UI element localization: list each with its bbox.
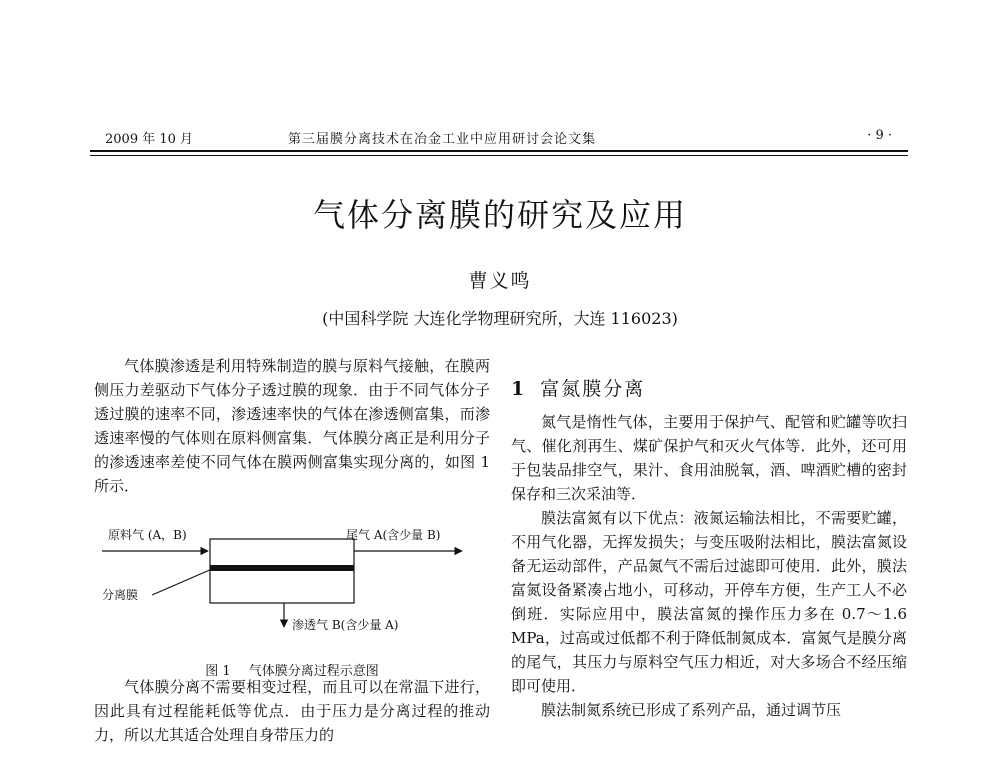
header-journal: 第三届膜分离技术在冶金工业中应用研讨会论文集 bbox=[288, 132, 597, 147]
header-page-number: · 9 · bbox=[867, 128, 892, 143]
section-1-heading bbox=[511, 374, 645, 401]
article-affiliation: (中国科学院 大连化学物理研究所，大连 116023) bbox=[322, 309, 678, 328]
advantages-paragraph: 气体膜分离不需要相变过程，而且可以在常温下进行，因此具有过程能耗低等优点．由于压力是分离过程的推动力，所以尤其适合处理自身带压力的 bbox=[94, 678, 490, 744]
header-date: 2009 年 10 月 bbox=[105, 132, 194, 147]
nitrogen-uses-paragraph: 氮气是惰性气体，主要用于保护气、配管和贮罐等吹扫气、催化剂再生、煤矿保护气和灭火气体等．此外，还可用于包装品排空气，果汁、食用油脱氧，酒、啤酒贮槽的密封保存和三次采油等． bbox=[511, 413, 907, 503]
section-title: 富氮膜分离 bbox=[540, 378, 646, 400]
article-title: 气体分离膜的研究及应用 bbox=[312, 196, 687, 234]
left-column-continued bbox=[94, 675, 490, 747]
article-author: 曹义鸣 bbox=[468, 270, 532, 292]
header-rule-thin bbox=[90, 155, 908, 156]
product-series-paragraph: 膜法制氮系统已形成了系列产品，通过调节压 bbox=[541, 701, 842, 719]
header-rule-thick bbox=[90, 150, 908, 152]
membrane-label: 分离膜 bbox=[102, 588, 139, 602]
caption-text: 气体膜分离过程示意图 bbox=[248, 664, 379, 679]
membrane-layer bbox=[210, 565, 354, 571]
retentate-label: 尾气 A(含少量 B) bbox=[346, 528, 441, 542]
feed-label: 原料气 (A，B) bbox=[108, 528, 187, 542]
membrane-advantages-paragraph: 膜法富氮有以下优点：液氮运输法相比，不需要贮罐，不用气化器，无挥发损失；与变压吸附法相比，膜法富氮设备无运动部件，产品氮气不需后过滤即可使用．此外，膜法富氮设备紧凑占地小，可移动，开停车方便，生产工人不必倒班．实际应用中，膜法富氮的操作压力多在 0.7～1.6 MPa，过高或过低都不利于降低制氮成本．富氮气是膜分离的尾气，其压力与原料空气压力相近，对大多场合不经压缩即可使用． bbox=[511, 509, 907, 695]
section-number: 1 bbox=[511, 378, 525, 400]
intro-paragraph: 气体膜渗透是利用特殊制造的膜与原料气接触，在膜两侧压力差驱动下气体分子透过膜的现象．由于不同气体分子透过膜的速率不同，渗透速率快的气体在渗透侧富集，而渗透速率慢的气体则在原料侧富集．气体膜分离正是利用分子的渗透速率差使不同气体在膜两侧富集实现分离的，如图 1 所示． bbox=[94, 357, 490, 495]
caption-number: 图 1 bbox=[205, 664, 231, 679]
membrane-leader-line bbox=[152, 569, 212, 595]
left-column-intro bbox=[94, 354, 490, 498]
right-column bbox=[511, 410, 907, 722]
figure-1 bbox=[94, 527, 490, 657]
permeate-label: 渗透气 B(含少量 A) bbox=[292, 618, 399, 632]
running-header bbox=[90, 128, 910, 148]
figure-1-diagram bbox=[94, 527, 490, 657]
